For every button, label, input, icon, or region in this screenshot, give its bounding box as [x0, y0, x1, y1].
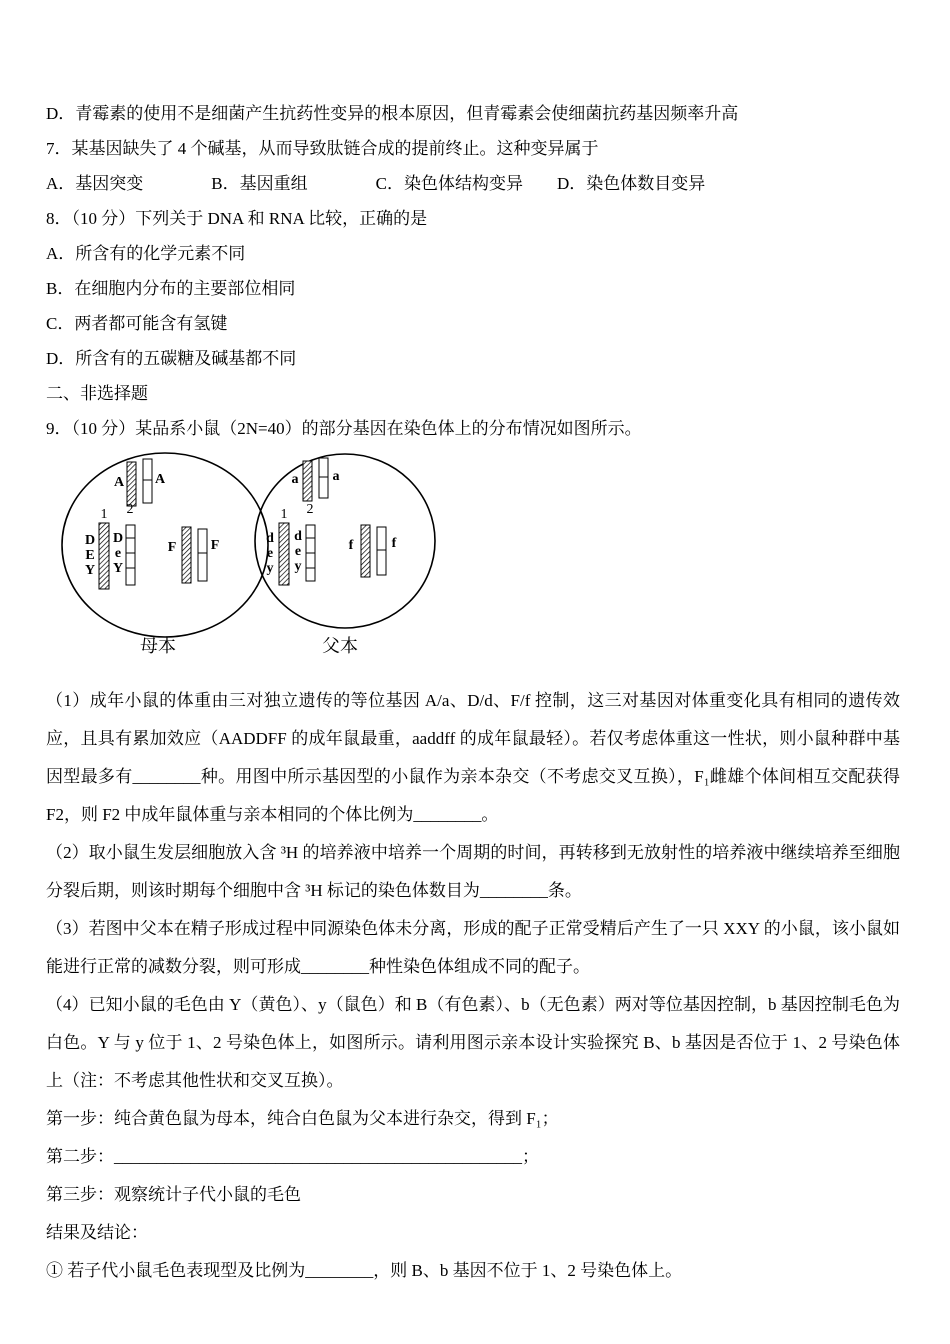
- gene-label: e: [266, 546, 274, 561]
- gene-label: F: [167, 540, 177, 555]
- question-7-stem: 7．某基因缺失了 4 个碱基，从而导致肽链合成的提前终止。这种变异属于: [46, 139, 599, 158]
- chromosome: [279, 523, 289, 585]
- question-9-part-3: （3）若图中父本在精子形成过程中同源染色体未分离，形成的配子正常受精后产生了一只 XXY 的小鼠，该小鼠如能进行正常的减数分裂，则可形成________种性染色体组成不同的配子。: [46, 919, 900, 976]
- question-9-part-1: （1）成年小鼠的体重由三对独立遗传的等位基因 A/a、D/d、F/f 控制，这三对基因对体重变化具有相同的遗传效应，且具有累加效应（AADDFF 的成年鼠最重，aaddff 的成年鼠最轻）。若仅考虑体重这一性状，则小鼠种群中基因型最多有________种。用图中所示基因型的小鼠作为亲本杂交（不考虑交叉互换），F₁雌雄个体间相互交配获得 F2，则 F2 中成年鼠体重与亲本相同的个体比例为________。: [46, 691, 905, 824]
- gene-label: E: [85, 548, 95, 563]
- gene-label: a: [291, 472, 299, 487]
- question-8-option-a: A．所含有的化学元素不同: [46, 244, 246, 263]
- gene-label: a: [332, 469, 340, 484]
- question-7-options: A．基因突变 B．基因重组 C．染色体结构变异 D．染色体数目变异: [46, 174, 706, 193]
- question-9-part-4: （4）已知小鼠的毛色由 Y（黄色）、y（鼠色）和 B（有色素）、b（无色素）两对等位基因控制，b 基因控制毛色为白色。Y 与 y 位于 1、2 号染色体上，如图所示。请利用图示亲本设计实验探究 B、b 基因是否位于 1、2 号染色体上（注：不考虑其他性状和交叉互换）。: [46, 995, 900, 1090]
- gene-label: Y: [112, 561, 124, 576]
- question-9-stem: 9．（10 分）某品系小鼠（2N=40）的部分基因在染色体上的分布情况如图所示。: [46, 419, 642, 438]
- question-8-option-d: D．所含有的五碳糖及碱基都不同: [46, 349, 297, 368]
- question-8-option-b: B．在细胞内分布的主要部位相同: [46, 279, 296, 298]
- option-d-line: D．青霉素的使用不是细菌产生抗药性变异的根本原因，但青霉素会使细菌抗药基因频率升高: [46, 104, 739, 123]
- chromosome-diagram: [50, 450, 500, 672]
- gene-label: e: [114, 546, 122, 561]
- question-9-part-2: （2）取小鼠生发层细胞放入含 ³H 的培养液中培养一个周期的时间，再转移到无放射性的培养液中继续培养至细胞分裂后期，则该时期每个细胞中含 ³H 标记的染色体数目为________条。: [46, 843, 900, 900]
- maternal-cell: [62, 453, 268, 656]
- chromosome-number: 1: [100, 507, 108, 522]
- conclusion-1: ① 若子代小鼠毛色表现型及比例为________，则 B、b 基因不位于 1、2 号染色体上。: [46, 1261, 683, 1280]
- paternal-cell-label: 父本: [322, 636, 358, 656]
- chromosome: [182, 527, 191, 583]
- gene-label: e: [294, 544, 302, 559]
- chromosome: [127, 462, 136, 506]
- chromosome: [319, 458, 328, 498]
- gene-label: d: [266, 531, 274, 546]
- gene-label: f: [348, 538, 354, 553]
- chromosome-number: 1: [280, 507, 288, 522]
- chromosome: [99, 523, 109, 589]
- gene-label: A: [154, 472, 166, 487]
- section-2-heading: 二、非选择题: [46, 384, 148, 403]
- gene-label: d: [294, 529, 302, 544]
- chromosome-number: 2: [306, 502, 314, 517]
- maternal-cell-label: 母本: [140, 636, 176, 656]
- chromosome-number: 2: [126, 502, 134, 517]
- experiment-step-1: 第一步：纯合黄色鼠为母本，纯合白色鼠为父本进行杂交，得到 F₁；: [46, 1109, 559, 1128]
- chromosome: [143, 459, 152, 503]
- chromosome: [126, 525, 135, 585]
- result-conclusion-label: 结果及结论：: [46, 1223, 148, 1242]
- chromosome-diagram-svg: [50, 450, 500, 672]
- chromosome: [303, 461, 312, 501]
- gene-label: F: [210, 538, 220, 553]
- gene-label: f: [391, 536, 397, 551]
- gene-label: Y: [84, 563, 96, 578]
- experiment-step-3: 第三步：观察统计子代小鼠的毛色: [46, 1185, 301, 1204]
- chromosome: [361, 525, 370, 577]
- gene-label: D: [112, 531, 124, 546]
- paternal-cell: [255, 454, 435, 656]
- chromosome: [377, 527, 386, 575]
- question-8-option-c: C．两者都可能含有氢键: [46, 314, 228, 333]
- experiment-step-2-blank: 第二步：________________________________________________；: [46, 1147, 539, 1166]
- gene-label: D: [84, 533, 96, 548]
- gene-label: y: [266, 561, 274, 576]
- question-8-stem: 8．（10 分）下列关于 DNA 和 RNA 比较，正确的是: [46, 209, 428, 228]
- gene-label: A: [113, 475, 125, 490]
- gene-label: y: [294, 559, 302, 574]
- chromosome: [198, 529, 207, 581]
